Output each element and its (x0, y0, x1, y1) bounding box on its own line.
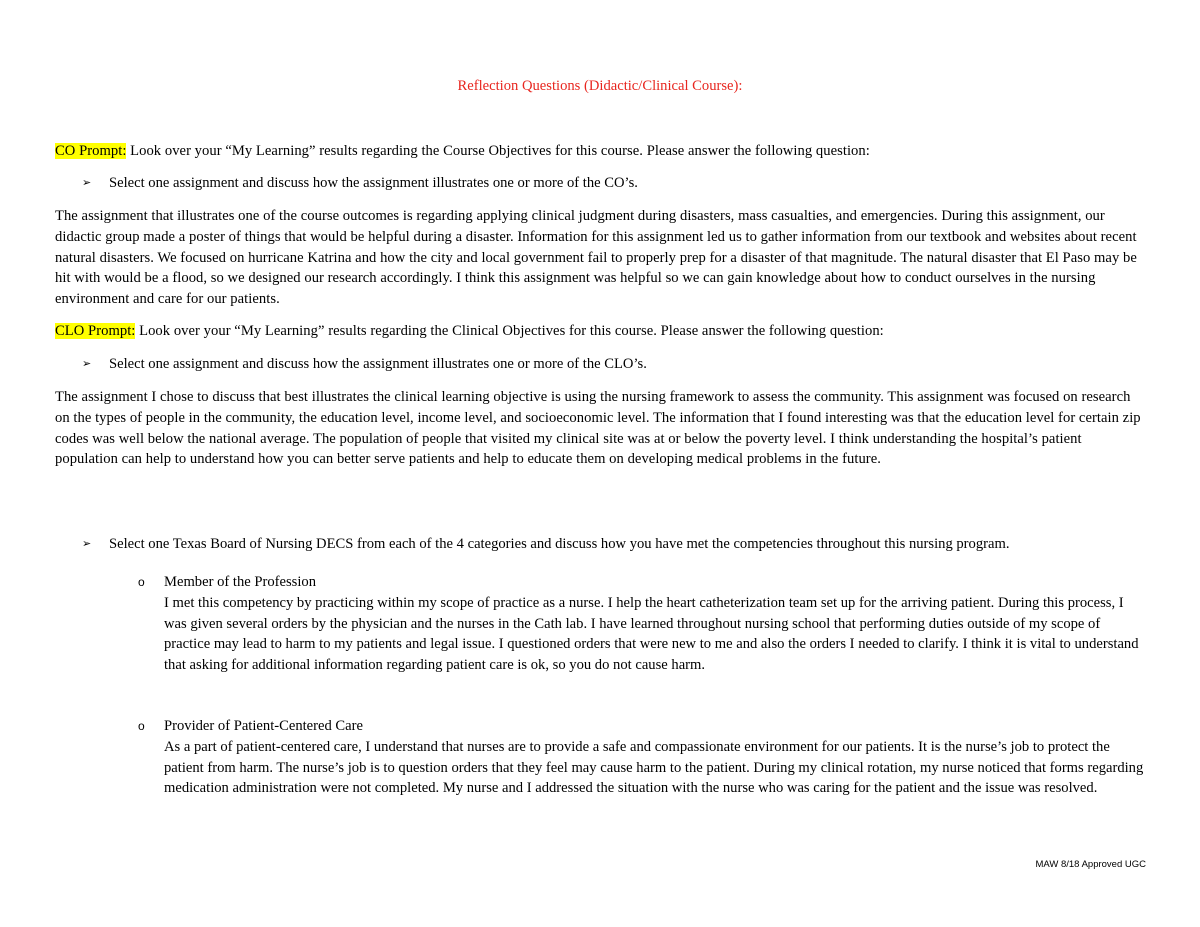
clo-prompt-text: Look over your “My Learning” results regarding the Clinical Objectives for this course. Please answer the following question: (135, 323, 884, 339)
clo-bullet (82, 354, 647, 374)
arrow-bullet-icon: ➢ (82, 537, 92, 550)
co-bullet-text: Select one assignment and discuss how the assignment illustrates one or more of the CO’s. (109, 175, 638, 191)
co-prompt-text: Look over your “My Learning” results regarding the Course Objectives for this course. Please answer the following question: (126, 143, 870, 159)
page-title: Reflection Questions (Didactic/Clinical Course): (457, 78, 743, 94)
circle-bullet-icon: o (138, 719, 145, 733)
co-bullet (82, 173, 638, 193)
decs-item-label: Provider of Patient-Centered Care (164, 718, 363, 734)
clo-prompt (55, 321, 1155, 342)
clo-bullet-text: Select one assignment and discuss how the assignment illustrates one or more of the CLO’s. (109, 356, 647, 372)
circle-bullet-icon: o (138, 575, 145, 589)
arrow-bullet-icon: ➢ (82, 357, 92, 370)
decs-item-patient-centered-care (138, 716, 1148, 799)
decs-item-label: Member of the Profession (164, 574, 316, 590)
decs-item-answer: I met this competency by practicing within my scope of practice as a nurse. I help the heart catheterization team set up for the arriving patient. During this process, I was given several orders by the physician and the nurses in the Cath lab. I have learned throughout nursing school that performing duties outside of my scope of practice may lead to harm to my patients and legal issue. I questioned orders that were new to me and also the orders I needed to clarify. I think it is vital to understand that asking for additional information regarding patient care is ok, so you do not cause harm. (164, 594, 1139, 674)
decs-item-member-of-profession (138, 572, 1148, 676)
footer-approval: MAW 8/18 Approved UGC (1035, 859, 1146, 870)
co-prompt (55, 141, 1155, 162)
arrow-bullet-icon: ➢ (82, 176, 92, 189)
clo-prompt-label: CLO Prompt: (55, 323, 136, 339)
decs-bullet (82, 534, 1009, 554)
clo-answer: The assignment I chose to discuss that best illustrates the clinical learning objective is using the nursing framework to assess the community. This assignment was focused on research on the types of people in the community, the education level, income level, and socioeconomic level. The information that I found interesting was that the education level for certain zip codes was well below the national average. The population of people that visited my clinical site was at or below the poverty level. I think understanding the hospital’s patient population can help to understand how you can better serve patients and help to educate them on developing medical problems in the future. (55, 389, 1141, 468)
decs-bullet-text: Select one Texas Board of Nursing DECS from each of the 4 categories and discuss how you have met the competencies throughout this nursing program. (109, 536, 1010, 552)
co-answer: The assignment that illustrates one of the course outcomes is regarding applying clinical judgment during disasters, mass casualties, and emergencies. During this assignment, our didactic group made a poster of things that would be helpful during a disaster. Information for this assignment led us to gather information from our textbook and websites about recent natural disasters. We focused on hurricane Katrina and how the city and local government fail to properly prep for a disaster of that magnitude. The natural disaster that El Paso may be hit with would be a flood, so we designed our research accordingly. I think this assignment was helpful so we can gain knowledge about how to conduct ourselves in the nursing environment and care for our patients. (55, 208, 1137, 308)
co-prompt-label: CO Prompt: (55, 143, 127, 159)
decs-item-answer: As a part of patient-centered care, I understand that nurses are to provide a safe and compassionate environment for our patients. It is the nurse’s job to protect the patient from harm. The nurse’s job is to question orders that they feel may cause harm to the patient. During my clinical rotation, my nurse noticed that forms regarding medication administration were not completed. My nurse and I addressed the situation with the nurse who was caring for the patient and the issue was resolved. (164, 738, 1144, 797)
